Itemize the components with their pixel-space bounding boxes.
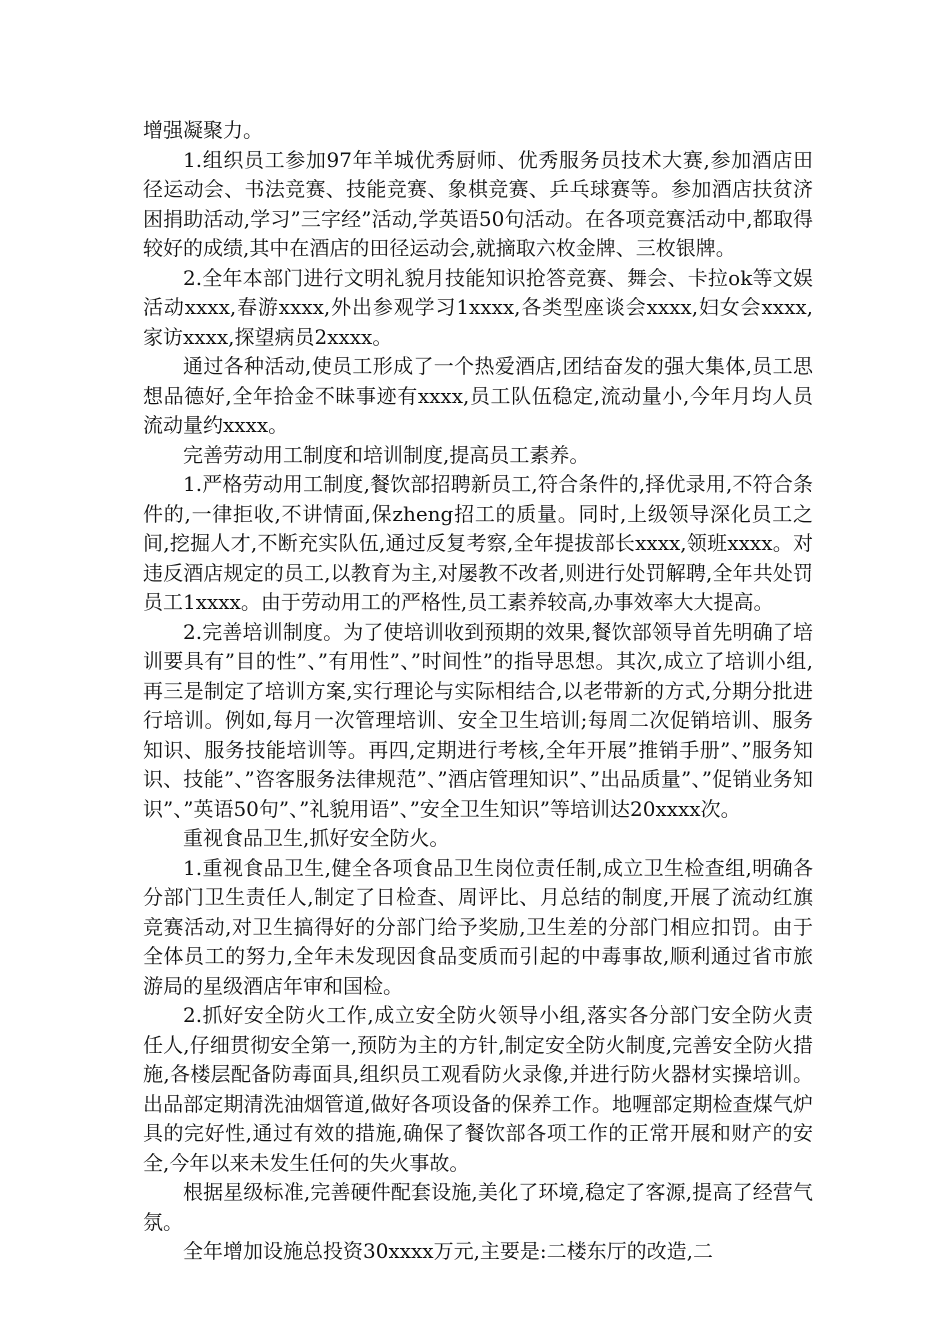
paragraph-labor-system: 1.严格劳动用工制度,餐饮部招聘新员工,符合条件的,择优录用,不符合条件的,一律拒收,不讲情面,保zheng招工的质量。同时,上级领导深化员工之间,挖掘人才,不断充实队伍,通过反复考察,全年提拔部长xxxx,领班xxxx。对违反酒店规定的员工,以教育为主,对屡教不改者,则进行处罚解聘,全年共处罚员工1xxxx。由于劳动用工的严格性,员工素养较高,办事效率大大提高。 [143,472,813,614]
paragraph-continuation: 增强凝聚力。 [143,118,263,142]
paragraph-activities: 2.全年本部门进行文明礼貌月技能知识抢答竞赛、舞会、卡拉ok等文娱活动xxxx,春游xxxx,外出参观学习1xxxx,各类型座谈会xxxx,妇女会xxxx,家访xxxx,探望病员2xxxx。 [143,265,813,349]
section-heading-food-safety: 重视食品卫生,抓好安全防火。 [183,826,450,850]
section-heading-labor-training: 完善劳动用工制度和培训制度,提高员工素养。 [183,442,590,467]
section-heading-facilities: 根据星级标准,完善硬件配套设施,美化了环境,稳定了客源,提高了经营气氛。 [143,1180,813,1234]
paragraph-competitions: 1.组织员工参加97年羊城优秀厨师、优秀服务员技术大赛,参加酒店田径运动会、书法竞赛、技能竞赛、象棋竞赛、乒乓球赛等。参加酒店扶贫济困捐助活动,学习”三字经”活动,学英语50句活动。在各项竞赛活动中,都取得较好的成绩,其中在酒店的田径运动会,就摘取六枚金牌、三枚银牌。 [143,147,813,260]
paragraph-investment: 全年增加设施总投资30xxxx万元,主要是:二楼东厅的改造,二 [183,1239,714,1263]
document-body [143,116,813,1267]
paragraph-training-system: 2.完善培训制度。为了使培训收到预期的效果,餐饮部领导首先明确了培训要具有”目的性”、”有用性”、”时间性”的指导思想。其次,成立了培训小组,再三是制定了培训方案,实行理论与实际相结合,以老带新的方式,分期分批进行培训。例如,每月一次管理培训、安全卫生培训;每周二次促销培训、服务知识、服务技能培训等。再四,定期进行考核,全年开展”推销手册”、”服务知识、技能”、”咨客服务法律规范”、”酒店管理知识”、”出品质量”、”促销业务知识”、”英语50句”、”礼貌用语”、”安全卫生知识”等培训达20xxxx次。 [143,619,813,821]
paragraph-fire-safety: 2.抓好安全防火工作,成立安全防火领导小组,落实各分部门安全防火责任人,仔细贯彻安全第一,预防为主的方针,制定安全防火制度,完善安全防火措施,各楼层配备防毒面具,组织员工观看防火录像,并进行防火器材实操培训。出品部定期清洗油烟管道,做好各项设备的保养工作。地喱部定期检查煤气炉具的完好性,通过有效的措施,确保了餐饮部各项工作的正常开展和财产的安全,今年以来未发生任何的失火事故。 [143,1003,813,1175]
paragraph-food-hygiene: 1.重视食品卫生,健全各项食品卫生岗位责任制,成立卫生检查组,明确各分部门卫生责任人,制定了日检查、周评比、月总结的制度,开展了流动红旗竞赛活动,对卫生搞得好的分部门给予奖励,卫生差的分部门相应扣罚。由于全体员工的努力,全年未发现因食品变质而引起的中毒事故,顺利通过省市旅游局的星级酒店年审和国检。 [143,855,813,998]
paragraph-team-spirit: 通过各种活动,使员工形成了一个热爱酒店,团结奋发的强大集体,员工思想品德好,全年拾金不昧事迹有xxxx,员工队伍稳定,流动量小,今年月均人员流动量约xxxx。 [143,354,813,437]
